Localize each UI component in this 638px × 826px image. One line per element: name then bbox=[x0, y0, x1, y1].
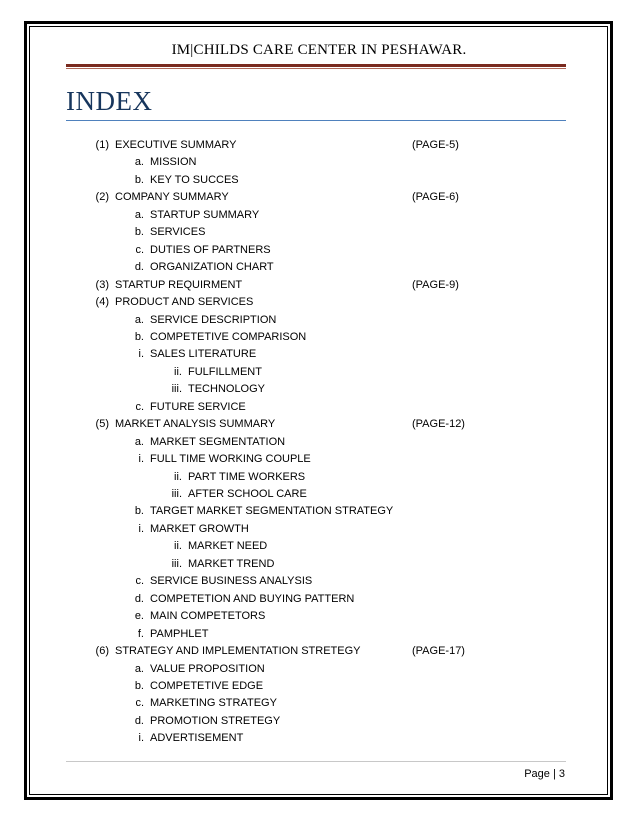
toc-entry-label: STRATEGY AND IMPLEMENTATION STRETEGY bbox=[115, 645, 361, 658]
toc-entry-label: EXECUTIVE SUMMARY bbox=[115, 139, 237, 151]
toc-entry-number: b. bbox=[134, 679, 144, 692]
toc-entry-label: COMPANY SUMMARY bbox=[115, 191, 229, 204]
toc-entry-label: COMPETETIVE COMPARISON bbox=[150, 330, 307, 343]
toc-entry-number: ii. bbox=[174, 540, 182, 553]
toc-entry bbox=[174, 365, 262, 379]
toc-entry bbox=[134, 714, 281, 728]
toc-entry-number: i. bbox=[138, 348, 144, 361]
toc-entry-number: d. bbox=[134, 714, 144, 727]
toc-entry bbox=[95, 295, 254, 309]
toc-entry-number: ii. bbox=[174, 365, 182, 378]
toc-entry bbox=[134, 504, 394, 518]
toc-entry-label: ORGANIZATION CHART bbox=[150, 261, 274, 274]
toc-entry-number: d. bbox=[134, 261, 144, 274]
toc-entry bbox=[174, 539, 268, 553]
toc-entry bbox=[134, 155, 197, 169]
toc-entry-label: PRODUCT AND SERVICES bbox=[115, 296, 254, 309]
toc-entry-number: (4) bbox=[95, 296, 109, 309]
toc-entry-label: PART TIME WORKERS bbox=[188, 470, 306, 483]
toc-entry-number: e. bbox=[134, 610, 144, 623]
toc-entry bbox=[134, 208, 260, 222]
toc-entry bbox=[171, 487, 307, 501]
toc-page-reference: (PAGE-6) bbox=[412, 191, 459, 204]
toc-entry-label: PROMOTION STRETEGY bbox=[150, 714, 281, 727]
toc-entry bbox=[171, 557, 275, 571]
toc-entry-label: AFTER SCHOOL CARE bbox=[188, 488, 307, 500]
toc-entry bbox=[137, 627, 209, 641]
toc-entry bbox=[135, 400, 246, 414]
toc-entry-label: MISSION bbox=[150, 156, 197, 169]
toc-entry-label: MARKET ANALYSIS SUMMARY bbox=[115, 418, 276, 431]
toc-entry-number: b. bbox=[134, 330, 144, 343]
toc-entry bbox=[134, 609, 266, 623]
toc-entry bbox=[134, 330, 307, 344]
toc-entry-number: a. bbox=[134, 156, 144, 169]
toc-entry bbox=[95, 138, 237, 152]
toc-entry-number: iii. bbox=[171, 383, 182, 396]
toc-entry-number: c. bbox=[135, 697, 144, 710]
toc-entry-label: STARTUP SUMMARY bbox=[150, 208, 260, 221]
toc-entry-label: MARKETING STRATEGY bbox=[150, 697, 277, 710]
toc-entry bbox=[134, 592, 355, 606]
toc-entry bbox=[135, 574, 313, 588]
toc-page-reference: (PAGE-5) bbox=[412, 139, 459, 151]
toc-entry-label: MARKET SEGMENTATION bbox=[150, 435, 286, 448]
toc-entry bbox=[95, 278, 243, 292]
toc-entry-number: (6) bbox=[95, 645, 109, 658]
toc-entry-number: a. bbox=[134, 435, 144, 448]
toc-entry bbox=[134, 313, 277, 327]
toc-entry-label: TARGET MARKET SEGMENTATION STRATEGY bbox=[150, 505, 394, 518]
toc-entry bbox=[171, 382, 266, 396]
footer-divider bbox=[66, 761, 566, 762]
toc-entry-label: TECHNOLOGY bbox=[188, 383, 266, 396]
toc-entry-label: FULL TIME WORKING COUPLE bbox=[150, 453, 311, 466]
toc-entry-label: MARKET TREND bbox=[188, 557, 275, 570]
toc-entry-label: COMPETETION AND BUYING PATTERN bbox=[150, 592, 355, 605]
toc-entry bbox=[134, 435, 286, 449]
toc-entry bbox=[138, 731, 244, 745]
toc-entry-number: i. bbox=[138, 522, 144, 535]
toc-entry bbox=[134, 662, 265, 676]
toc-entry-label: COMPETETIVE EDGE bbox=[150, 679, 264, 692]
toc-page-reference: (PAGE-17) bbox=[412, 645, 465, 658]
toc-entry-label: STARTUP REQUIRMENT bbox=[115, 278, 243, 291]
page-header: IM|CHILDS CARE CENTER IN PESHAWAR. bbox=[171, 42, 467, 58]
toc-entry-label: DUTIES OF PARTNERS bbox=[150, 243, 271, 256]
toc-entry bbox=[138, 347, 257, 361]
toc-entry bbox=[135, 696, 277, 710]
toc-entry-label: KEY TO SUCCES bbox=[150, 173, 239, 186]
toc-entry-number: c. bbox=[135, 243, 144, 256]
toc-entry-number: a. bbox=[134, 313, 144, 326]
toc-entry-number: a. bbox=[134, 208, 144, 221]
toc-entry bbox=[95, 190, 229, 204]
toc-entry bbox=[138, 522, 249, 536]
toc-entry-number: c. bbox=[135, 400, 144, 413]
toc-entry-label: SERVICE BUSINESS ANALYSIS bbox=[150, 575, 313, 588]
toc-entry bbox=[95, 417, 276, 431]
toc-entry-number: b. bbox=[134, 173, 144, 186]
toc-entry-number: c. bbox=[135, 575, 144, 588]
toc-entry bbox=[95, 644, 361, 658]
toc-entry-number: iii. bbox=[171, 557, 182, 570]
toc-entry-label: SERVICE DESCRIPTION bbox=[150, 313, 277, 326]
toc-entry bbox=[134, 225, 206, 239]
toc-entry bbox=[134, 679, 264, 693]
toc-entry-number: (5) bbox=[95, 418, 109, 431]
page-number: Page | 3 bbox=[524, 768, 565, 780]
toc-entry-label: MARKET GROWTH bbox=[150, 522, 249, 535]
toc-page-reference: (PAGE-12) bbox=[412, 418, 465, 431]
toc-entry-label: ADVERTISEMENT bbox=[150, 732, 244, 745]
toc-entry-number: b. bbox=[134, 226, 144, 239]
toc-entry-number: i. bbox=[138, 453, 144, 466]
toc-entry-label: MAIN COMPETETORS bbox=[150, 610, 266, 623]
toc-entry bbox=[134, 260, 274, 274]
toc-entry-number: (2) bbox=[95, 191, 109, 204]
toc-entry-label: FULFILLMENT bbox=[188, 365, 262, 378]
toc-entry-number: i. bbox=[138, 732, 144, 745]
toc-entry bbox=[134, 173, 239, 187]
toc-entry-number: b. bbox=[134, 505, 144, 518]
toc-entry-label: MARKET NEED bbox=[188, 540, 268, 553]
toc-entry-number: d. bbox=[134, 592, 144, 605]
toc-entry-number: iii. bbox=[171, 488, 182, 500]
toc-entry-label: VALUE PROPOSITION bbox=[150, 662, 265, 675]
toc-entry-number: ii. bbox=[174, 470, 182, 483]
index-title: INDEX bbox=[66, 86, 153, 116]
toc-entry-number: f. bbox=[137, 627, 144, 640]
toc-entry-label: PAMPHLET bbox=[150, 627, 209, 640]
toc-entry bbox=[174, 470, 306, 484]
toc-entry-label: SALES LITERATURE bbox=[150, 348, 257, 361]
toc-entry-label: FUTURE SERVICE bbox=[150, 400, 246, 413]
toc-entry-number: (3) bbox=[95, 278, 109, 291]
toc-entry-label: SERVICES bbox=[150, 226, 206, 239]
toc-page-reference: (PAGE-9) bbox=[412, 278, 459, 291]
toc-entry-number: (1) bbox=[95, 139, 109, 151]
toc-entry bbox=[135, 243, 271, 257]
toc-entry bbox=[138, 452, 311, 466]
toc-entry-number: a. bbox=[134, 662, 144, 675]
